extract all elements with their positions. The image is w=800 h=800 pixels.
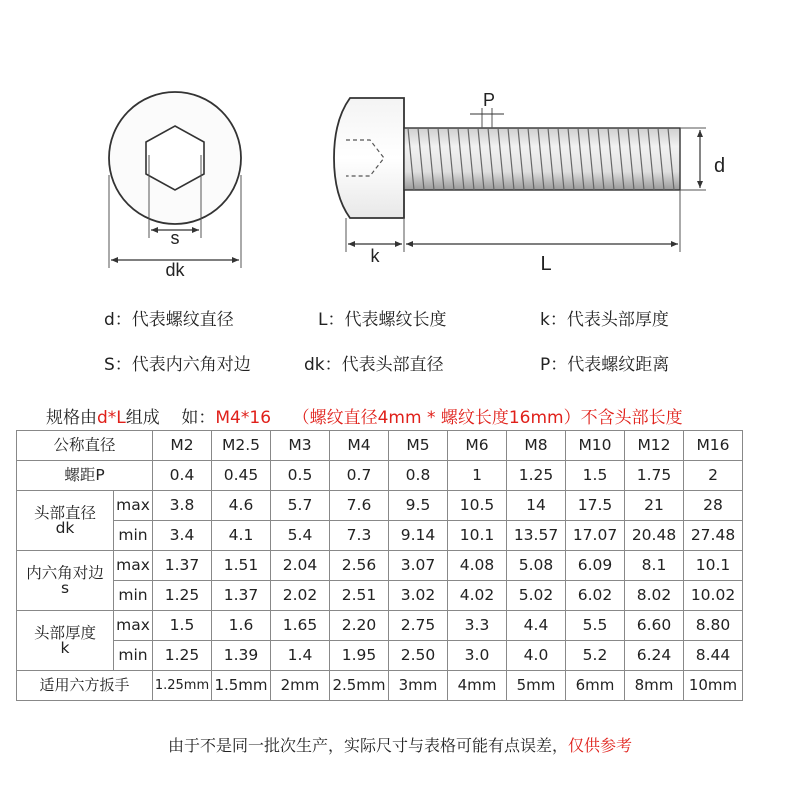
dk-min-cell: 20.48: [625, 521, 684, 551]
row-pitch: [17, 461, 743, 491]
dk-label-line2: dk: [55, 518, 75, 537]
k-max-cell: 6.60: [625, 611, 684, 641]
row-s-min: [17, 581, 743, 611]
screw-diagram: [0, 0, 800, 290]
size-cell: M10: [566, 431, 625, 461]
k-min-cell: 5.2: [566, 641, 625, 671]
min-label: min: [114, 641, 153, 671]
legend-d: d：代表螺纹直径: [104, 310, 234, 330]
s-min-cell: 5.02: [507, 581, 566, 611]
s-min-cell: 10.02: [684, 581, 743, 611]
footnote: [0, 733, 800, 756]
dk-max-cell: 7.6: [330, 491, 389, 521]
s-label-line1: 内六角对边: [26, 563, 104, 582]
row-s-max: [17, 551, 743, 581]
dk-min-cell: 4.1: [212, 521, 271, 551]
k-max-cell: 1.6: [212, 611, 271, 641]
s-label-line2: s: [60, 578, 70, 597]
s-min-cell: 6.02: [566, 581, 625, 611]
k-max-cell: 3.3: [448, 611, 507, 641]
max-label: max: [114, 611, 153, 641]
k-min-cell: 6.24: [625, 641, 684, 671]
pitch-label: 螺距P: [17, 461, 153, 491]
k-min-cell: 1.4: [271, 641, 330, 671]
k-min-cell: 1.39: [212, 641, 271, 671]
max-label: max: [114, 551, 153, 581]
k-label-line1: 头部厚度: [33, 623, 96, 642]
dk-min-cell: 9.14: [389, 521, 448, 551]
dk-min-cell: 3.4: [153, 521, 212, 551]
side-view: [334, 90, 725, 275]
wrench-cell: 2.5mm: [330, 671, 389, 701]
dk-min-cell: 7.3: [330, 521, 389, 551]
header-label: 公称直径: [17, 431, 153, 461]
size-cell: M6: [448, 431, 507, 461]
dk-max-cell: 3.8: [153, 491, 212, 521]
min-label: min: [114, 581, 153, 611]
s-max-cell: 8.1: [625, 551, 684, 581]
s-max-cell: 1.37: [153, 551, 212, 581]
s-max-cell: 2.04: [271, 551, 330, 581]
s-max-cell: 3.07: [389, 551, 448, 581]
max-label: max: [114, 491, 153, 521]
pitch-cell: 1.25: [507, 461, 566, 491]
pitch-cell: 0.4: [153, 461, 212, 491]
wrench-cell: 8mm: [625, 671, 684, 701]
s-max-cell: 5.08: [507, 551, 566, 581]
dk-min-cell: 5.4: [271, 521, 330, 551]
s-max-cell: 4.08: [448, 551, 507, 581]
pitch-cell: 0.45: [212, 461, 271, 491]
pitch-cell: 1.5: [566, 461, 625, 491]
legend-P: P：代表螺纹距离: [540, 355, 670, 375]
wrench-cell: 1.5mm: [212, 671, 271, 701]
k-max-cell: 5.5: [566, 611, 625, 641]
size-cell: M16: [684, 431, 743, 461]
label-k: k: [370, 246, 380, 266]
s-label: [17, 551, 114, 611]
size-cell: M12: [625, 431, 684, 461]
k-min-cell: 2.50: [389, 641, 448, 671]
size-cell: M8: [507, 431, 566, 461]
row-k-max: [17, 611, 743, 641]
row-dk-max: [17, 491, 743, 521]
s-min-cell: 1.25: [153, 581, 212, 611]
s-max-cell: 6.09: [566, 551, 625, 581]
k-max-cell: 1.65: [271, 611, 330, 641]
s-min-cell: 1.37: [212, 581, 271, 611]
wrench-cell: 3mm: [389, 671, 448, 701]
label-dk: dk: [165, 260, 185, 280]
dk-min-cell: 13.57: [507, 521, 566, 551]
legend-S: S：代表内六角对边: [104, 355, 251, 375]
wrench-cell: 6mm: [566, 671, 625, 701]
pitch-cell: 1.75: [625, 461, 684, 491]
row-k-min: [17, 641, 743, 671]
pitch-cell: 0.7: [330, 461, 389, 491]
footnote-red: 仅供参考: [568, 736, 633, 755]
dk-max-cell: 28: [684, 491, 743, 521]
size-cell: M5: [389, 431, 448, 461]
s-min-cell: 2.51: [330, 581, 389, 611]
wrench-label: 适用六方扳手: [17, 671, 153, 701]
size-cell: M2.5: [212, 431, 271, 461]
size-cell: M4: [330, 431, 389, 461]
s-min-cell: 2.02: [271, 581, 330, 611]
spec-formula: d*L: [97, 408, 126, 428]
spec-line: [46, 403, 683, 428]
spec-prefix: 规格由: [46, 408, 97, 428]
s-min-cell: 8.02: [625, 581, 684, 611]
dk-label: [17, 491, 114, 551]
dk-max-cell: 21: [625, 491, 684, 521]
spec-example: M4*16 （螺纹直径4mm * 螺纹长度16mm）不含头部长度: [215, 408, 683, 428]
dk-min-cell: 27.48: [684, 521, 743, 551]
s-min-cell: 4.02: [448, 581, 507, 611]
k-max-cell: 4.4: [507, 611, 566, 641]
legend-dk: dk：代表头部直径: [304, 355, 444, 375]
dk-max-cell: 5.7: [271, 491, 330, 521]
wrench-cell: 2mm: [271, 671, 330, 701]
dk-max-cell: 10.5: [448, 491, 507, 521]
dk-max-cell: 17.5: [566, 491, 625, 521]
row-size: [17, 431, 743, 461]
label-p: P: [482, 90, 496, 110]
k-max-cell: 2.20: [330, 611, 389, 641]
dk-max-cell: 4.6: [212, 491, 271, 521]
row-wrench: [17, 671, 743, 701]
k-label-line2: k: [60, 638, 70, 657]
wrench-cell: 4mm: [448, 671, 507, 701]
pitch-cell: 0.8: [389, 461, 448, 491]
wrench-cell: 10mm: [684, 671, 743, 701]
spec-table: [16, 430, 743, 701]
wrench-cell: 1.25mm: [153, 671, 212, 701]
label-d: d: [714, 155, 726, 177]
row-dk-min: [17, 521, 743, 551]
dk-min-cell: 17.07: [566, 521, 625, 551]
k-max-cell: 8.80: [684, 611, 743, 641]
k-min-cell: 3.0: [448, 641, 507, 671]
k-min-cell: 1.95: [330, 641, 389, 671]
k-max-cell: 1.5: [153, 611, 212, 641]
wrench-cell: 5mm: [507, 671, 566, 701]
label-s: s: [170, 228, 180, 248]
k-min-cell: 4.0: [507, 641, 566, 671]
legend-L: L：代表螺纹长度: [318, 310, 447, 330]
legend-k: k：代表头部厚度: [540, 310, 669, 330]
k-max-cell: 2.75: [389, 611, 448, 641]
pitch-cell: 2: [684, 461, 743, 491]
s-max-cell: 2.56: [330, 551, 389, 581]
dk-max-cell: 14: [507, 491, 566, 521]
s-min-cell: 3.02: [389, 581, 448, 611]
dk-min-cell: 10.1: [448, 521, 507, 551]
k-min-cell: 8.44: [684, 641, 743, 671]
min-label: min: [114, 521, 153, 551]
k-label: [17, 611, 114, 671]
footnote-main: 由于不是同一批次生产，实际尺寸与表格可能有点误差，: [167, 736, 568, 755]
k-min-cell: 1.25: [153, 641, 212, 671]
size-cell: M2: [153, 431, 212, 461]
s-max-cell: 1.51: [212, 551, 271, 581]
pitch-cell: 1: [448, 461, 507, 491]
label-L: L: [540, 253, 552, 275]
size-cell: M3: [271, 431, 330, 461]
s-max-cell: 10.1: [684, 551, 743, 581]
front-view: [109, 92, 241, 280]
pitch-cell: 0.5: [271, 461, 330, 491]
dk-label-line1: 头部直径: [33, 503, 96, 522]
dk-max-cell: 9.5: [389, 491, 448, 521]
spec-middle: 组成 如：: [125, 408, 216, 428]
